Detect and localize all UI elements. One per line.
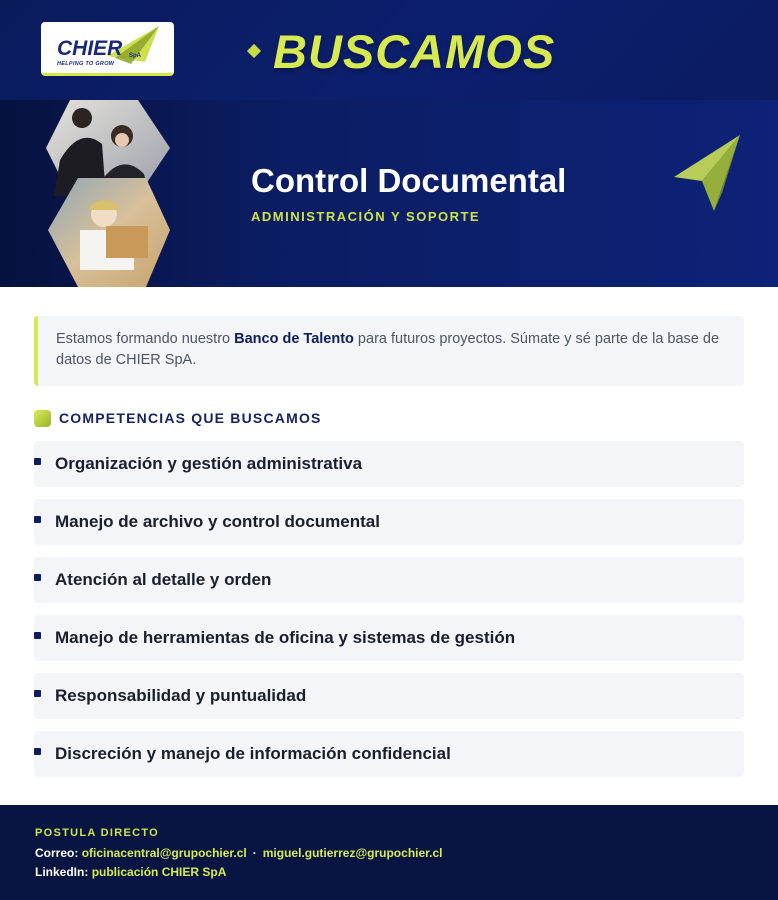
bullet-square-icon — [34, 632, 41, 639]
job-title: Control Documental — [251, 162, 567, 199]
competency-label: Discreción y manejo de información confidencial — [55, 744, 451, 763]
competencies-title: COMPETENCIAS QUE BUSCAMOS — [59, 410, 322, 426]
company-logo — [41, 22, 174, 76]
headline — [249, 24, 555, 78]
competencies-header — [34, 409, 322, 427]
list-item — [34, 499, 744, 545]
list-item — [34, 673, 744, 719]
intro-highlight: Banco de Talento — [234, 331, 354, 347]
competencies-list — [34, 441, 744, 789]
bullet-square-icon — [34, 458, 41, 465]
email-separator: · — [252, 846, 257, 860]
intro-text-before: Estamos formando nuestro — [56, 331, 235, 347]
footer-heading: POSTULA DIRECTO — [35, 827, 160, 839]
competency-label: Manejo de archivo y control documental — [55, 512, 380, 531]
list-item — [34, 615, 744, 661]
logo-tagline: HELPING TO GROW — [57, 61, 115, 67]
intro-card — [34, 316, 744, 386]
bullet-square-icon — [34, 574, 41, 581]
footer-email-line — [35, 846, 443, 860]
diamond-icon — [247, 44, 261, 58]
email-link-1[interactable]: oficinacentral@grupochier.cl — [81, 846, 247, 860]
logo-suffix: SpA — [129, 53, 141, 59]
hero-banner — [0, 0, 778, 287]
headline-text: BUSCAMOS — [273, 24, 556, 78]
bullet-square-icon — [34, 748, 41, 755]
email-label: Correo: — [35, 846, 79, 860]
job-subtitle: ADMINISTRACIÓN Y SOPORTE — [251, 209, 481, 224]
list-item — [34, 731, 744, 777]
paper-plane-icon — [672, 133, 744, 213]
email-link-2[interactable]: miguel.gutierrez@grupochier.cl — [262, 846, 443, 860]
intro-text-after: para futuros proyectos. Súmate y sé parte de la base de datos de CHIER SpA. — [56, 331, 720, 368]
list-item — [34, 441, 744, 487]
bullet-square-icon — [34, 690, 41, 697]
competency-label: Atención al detalle y orden — [55, 570, 272, 589]
team-photos — [40, 100, 180, 287]
logo-brand: CHIER — [57, 37, 123, 60]
list-item — [34, 557, 744, 603]
footer-linkedin-line — [35, 865, 226, 879]
section-square-icon — [34, 410, 51, 427]
competency-label: Responsabilidad y puntualidad — [55, 686, 307, 705]
logo-mark — [41, 22, 174, 76]
bullet-square-icon — [34, 516, 41, 523]
competency-label: Organización y gestión administrativa — [55, 454, 363, 473]
linkedin-label: LinkedIn: — [35, 865, 89, 879]
footer — [0, 805, 778, 900]
competency-label: Manejo de herramientas de oficina y sistemas de gestión — [55, 628, 516, 647]
linkedin-link[interactable]: publicación CHIER SpA — [91, 865, 227, 879]
